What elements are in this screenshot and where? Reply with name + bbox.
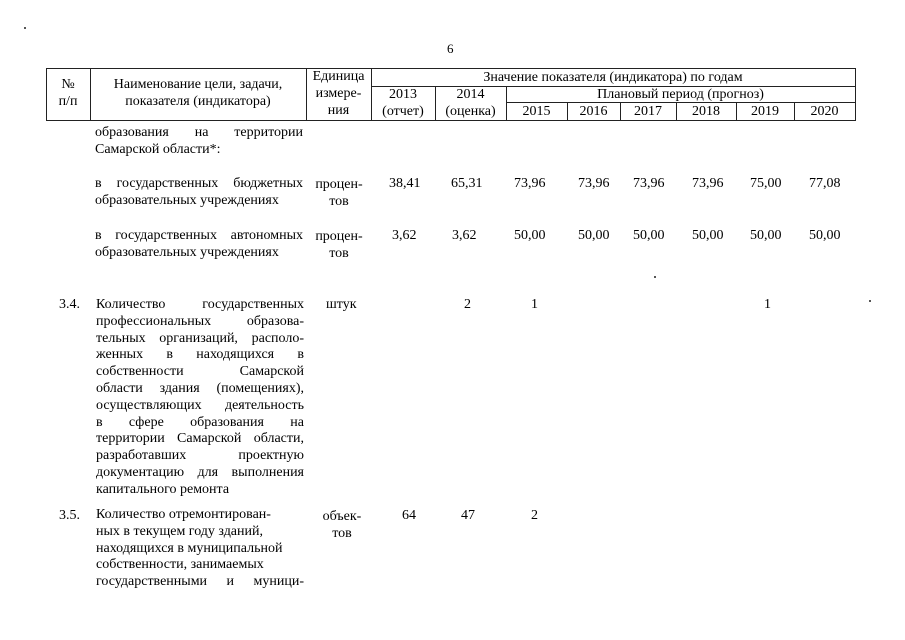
indicator-3-5-2013: 64 xyxy=(402,508,416,523)
scan-speck xyxy=(869,300,871,302)
indicator-3-4-unit: штук xyxy=(326,297,357,312)
autonomous-2017: 50,00 xyxy=(633,228,665,243)
budget-2020: 77,08 xyxy=(809,176,841,191)
autonomous-2015: 50,00 xyxy=(514,228,546,243)
header-unit-col: Единица измере- ния xyxy=(312,69,365,118)
budget-unit: процен- тов xyxy=(315,177,363,209)
indicator-3-5-2014: 47 xyxy=(461,508,475,523)
header-year-2017: 2017 xyxy=(634,104,662,119)
indicator-3-4-2019: 1 xyxy=(764,297,771,312)
scan-speck xyxy=(654,276,656,278)
indicator-3-4-2014: 2 xyxy=(464,297,471,312)
indicator-3-5-name: Количество отремонтирован- ных в текущем году зданий, находящихся в муниципальной собственности, занимаемых государственными и муници- xyxy=(96,507,304,590)
row-number-3-4: 3.4. xyxy=(59,297,80,312)
indicator-3-5-2015: 2 xyxy=(531,508,538,523)
autonomous-2019: 50,00 xyxy=(750,228,782,243)
row-number-3-5: 3.5. xyxy=(59,508,80,523)
indicator-3-5-unit: объек- тов xyxy=(322,509,362,541)
header-name-col: Наименование цели, задачи, показателя (индикатора) xyxy=(113,77,283,109)
autonomous-2014: 3,62 xyxy=(452,228,477,243)
header-planned-title: Плановый период (прогноз) xyxy=(597,87,764,102)
header-values-title: Значение показателя (индикатора) по годам xyxy=(483,70,743,85)
budget-institutions-name: в государственных бюджетных образовательных учреждениях xyxy=(95,176,303,208)
header-year-2016: 2016 xyxy=(579,104,608,119)
header-year-2019: 2019 xyxy=(751,104,779,119)
budget-2013: 38,41 xyxy=(389,176,421,191)
autonomous-2018: 50,00 xyxy=(692,228,724,243)
indicator-3-4-name: Количество государственных профессиональных образова- тельных организаций, располо- женных в находящихся в собственности Самарской области здания (помещениях), осуществляющих деятельность в сфере образования на территории Самарской области, разработавших проектную документацию для выполнения капитального ремонта xyxy=(96,297,304,497)
grid-vline xyxy=(855,68,856,121)
header-year-2018: 2018 xyxy=(692,104,720,119)
autonomous-2013: 3,62 xyxy=(392,228,417,243)
continued-indicator-name: образования на территории Самарской области*: xyxy=(95,125,303,157)
autonomous-institutions-name: в государственных автономных образовательных учреждениях xyxy=(95,228,303,260)
budget-2016: 73,96 xyxy=(578,176,610,191)
budget-2019: 75,00 xyxy=(750,176,782,191)
budget-2018: 73,96 xyxy=(692,176,724,191)
budget-2015: 73,96 xyxy=(514,176,546,191)
header-year-2020: 2020 xyxy=(810,104,839,119)
autonomous-2016: 50,00 xyxy=(578,228,610,243)
page-number: 6 xyxy=(447,41,454,56)
budget-2014: 65,31 xyxy=(451,176,483,191)
indicator-3-4-2015: 1 xyxy=(531,297,538,312)
header-bottom-border xyxy=(46,120,855,121)
autonomous-unit: процен- тов xyxy=(315,229,363,261)
header-year-2015: 2015 xyxy=(522,104,551,119)
budget-2017: 73,96 xyxy=(633,176,665,191)
autonomous-2020: 50,00 xyxy=(809,228,841,243)
header-num-col: № п/п xyxy=(58,77,78,109)
header-year-2013: 2013 (отчет) xyxy=(382,87,424,119)
header-year-2014: 2014 (оценка) xyxy=(445,87,496,119)
scan-speck xyxy=(24,27,26,29)
